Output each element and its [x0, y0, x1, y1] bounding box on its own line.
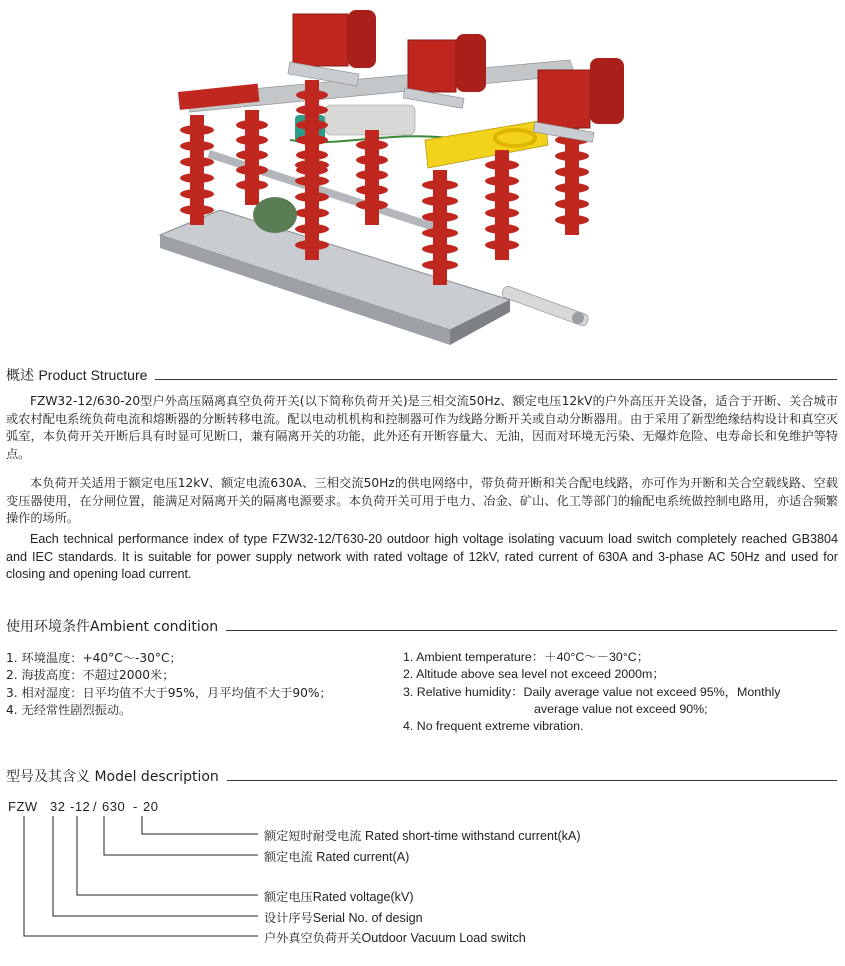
- section-title-overview: 概述 Product Structure: [6, 367, 148, 384]
- model-code-part: -12: [70, 799, 91, 814]
- overview-paragraph-3: Each technical performance index of type FZW32-12/T630-20 outdoor high voltage isolating vacuum load switch completely reached GB3804 and IEC standards. It is suitable for power supply network with rated voltage of 12kV, rated current of 630A and 3-phase AC 50Hz and used for closing and opening load current.: [6, 532, 838, 581]
- ambient-item-cn: 2. 海拔高度：不超过2000米；: [6, 668, 175, 683]
- model-desc-outdoor-switch: 户外真空负荷开关Outdoor Vacuum Load switch: [264, 931, 526, 945]
- ambient-item-en: 4. No frequent extreme vibration.: [403, 719, 584, 734]
- ambient-item-en: 3. Relative humidity：Daily average value not exceed 95%，Monthly: [403, 684, 781, 699]
- model-code-part: 20: [143, 799, 159, 814]
- model-desc-serial-no: 设计序号Serial No. of design: [264, 911, 423, 925]
- ambient-item-en: average value not exceed 90%;: [534, 701, 708, 716]
- model-desc-rated-short-time: 额定短时耐受电流 Rated short-time withstand current(kA): [264, 829, 581, 843]
- model-code-part: 630: [102, 799, 126, 814]
- model-code-part: -: [133, 799, 138, 814]
- section-title-ambient: 使用环境条件Ambient condition: [6, 619, 219, 635]
- model-desc-rated-voltage: 额定电压Rated voltage(kV): [264, 890, 414, 904]
- overview-paragraph-1: FZW32-12/630-20型户外高压隔离真空负荷开关(以下简称负荷开关)是三相交流50Hz、额定电压12kV的户外高压开关设备，适合于开断、关合城市或农村配电系统负荷电流和熔断器的分断转移电流。配以电动机机构和控制器可作为线路分断开关或自动分断器用。由于采用了新型绝缘结构设计和真空灭弧室，本负荷开关开断后具有时显可见断口，兼有隔离开关的功能，此外还有开断容量大、无油，因而对环境无污染、无爆炸危险、电寿命长和免维护等特点。: [6, 394, 838, 461]
- ambient-item-cn: 3. 相对湿度：日平均值不大于95%，月平均值不大于90%；: [6, 685, 332, 700]
- model-code-part: FZW: [8, 799, 38, 814]
- model-desc-rated-current: 额定电流 Rated current(A): [264, 850, 410, 864]
- ambient-item-cn: 1. 环境温度：+40°C～-30°C；: [6, 651, 182, 665]
- model-code-part: 32: [50, 799, 66, 814]
- ambient-item-cn: 4. 无经常性剧烈振动。: [6, 702, 132, 717]
- overview-paragraph-2: 本负荷开关适用于额定电压12kV、额定电流630A、三相交流50Hz的供电网络中，带负荷开断和关合配电线路，亦可作为开断和关合空载线路、空载变压器使用，在分闸位置，能满足对隔离开关的隔离电源要求。本负荷开关可用于电力、冶金、矿山、化工等部门的输配电系统做控制电路用，亦适合频繁操作的场所。: [6, 476, 838, 525]
- model-code-part: /: [93, 799, 98, 814]
- ambient-item-en: 2. Altitude above sea level not exceed 2000m；: [403, 667, 665, 682]
- ambient-item-en: 1. Ambient temperature：＋40°C～－30°C；: [403, 650, 650, 664]
- section-title-model: 型号及其含义 Model description: [6, 769, 219, 785]
